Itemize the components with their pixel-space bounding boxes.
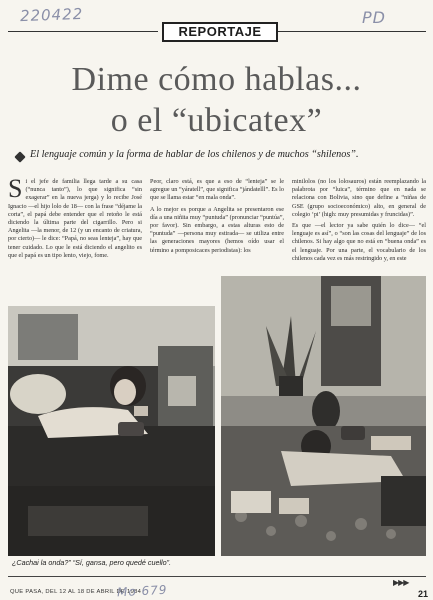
- photo-caption: ¿Cachai la onda?” “Sí, gansa, pero quedé cuello”.: [12, 558, 172, 567]
- col1-paragraph-1: i el jefe de familia llega tarde a su casa (“nunca tanto”), lo que significa “sin exagerar” en la nueva jerga) y lo recibe José Ignacio —el hijo lolo de 18— con la frase “déjame la corta”, el papá debe entender que el retoño le está diciendo la última parte del cigarrillo. Pero si Angelita —la menor, de 12 (y un encanto de criatura, por cierto)— le dice: “Papá, no seas lenteja”, hay que tener cuidado. Lo que le está diciendo el angelito es que el papá es un tipo lento, viejo, fome.: [8, 178, 142, 259]
- footer-issue-info: QUE PASA, DEL 12 AL 18 DE ABRIL DE 1984: [10, 589, 142, 595]
- col3-paragraph-2: Es que —el lector ya sabe quién lo dice— “el lenguaje es así”, o “son las cosas del lenguaje” de los chilenos. Si hay algo que no está en “buena onda” es el lenguaje. Por una parte, el vocabulario de los chilenos cada vez es más restringido y, en este: [292, 222, 426, 262]
- photo-girl-on-phone: [8, 306, 215, 556]
- archive-initials-handwritten: PD: [362, 8, 386, 27]
- section-label: REPORTAJE: [162, 22, 278, 42]
- article-column-3: [292, 178, 426, 266]
- article-column-1: [8, 174, 142, 263]
- page-number: 21: [418, 589, 429, 599]
- col2-paragraph-2: A lo mejor es porque a Angelita se presentaron ese día a una niñita muy “puntuda” (pronunciar “puntúa”, por favor). Sin embargo, a estas alturas esto de “puntuda” —persona muy estirada— se utiliza entre las generaciones mayores (hemos oído usar el término a pomposicaces periodistas): los: [150, 205, 284, 254]
- drop-cap: S: [8, 174, 23, 203]
- deck-subtitle: El lenguaje común y la forma de hablar de los chilenos y de muchos “shilenos”.: [30, 149, 359, 160]
- deck-bullet-icon: [14, 151, 25, 162]
- footer-rule: [8, 576, 426, 577]
- col3-paragraph-1: minilolos (no los lolosauros) están reemplazando la palabrota por “luica”, término que en nada se relaciona con Bolivia, sino que define a “niñas de GSE (grupo socioeconómico) alto, en general de colegio ‘pi’ (high: muy presumidas y fruncidas)”.: [292, 178, 426, 218]
- headline-line-2: o el “ubicatex”: [110, 102, 323, 139]
- photo-boy-on-phone: [221, 276, 426, 556]
- archive-number-handwritten: 220422: [19, 4, 84, 26]
- archive-code-handwritten: Mo 679: [116, 582, 168, 600]
- headline-line-1: Dime cómo hablas...: [71, 61, 362, 98]
- section-rule-right: [278, 31, 426, 32]
- continue-arrows-icon: ▶▶▶: [393, 578, 409, 587]
- article-column-2: [150, 178, 284, 258]
- section-rule-left: [8, 31, 158, 32]
- col2-paragraph-1: Peor, claro está, es que a eso de “lenteja” se le agregue un “yáratell”, que significa “jándatelll”. Es lo que se llama estar “en mala onda”.: [150, 178, 284, 202]
